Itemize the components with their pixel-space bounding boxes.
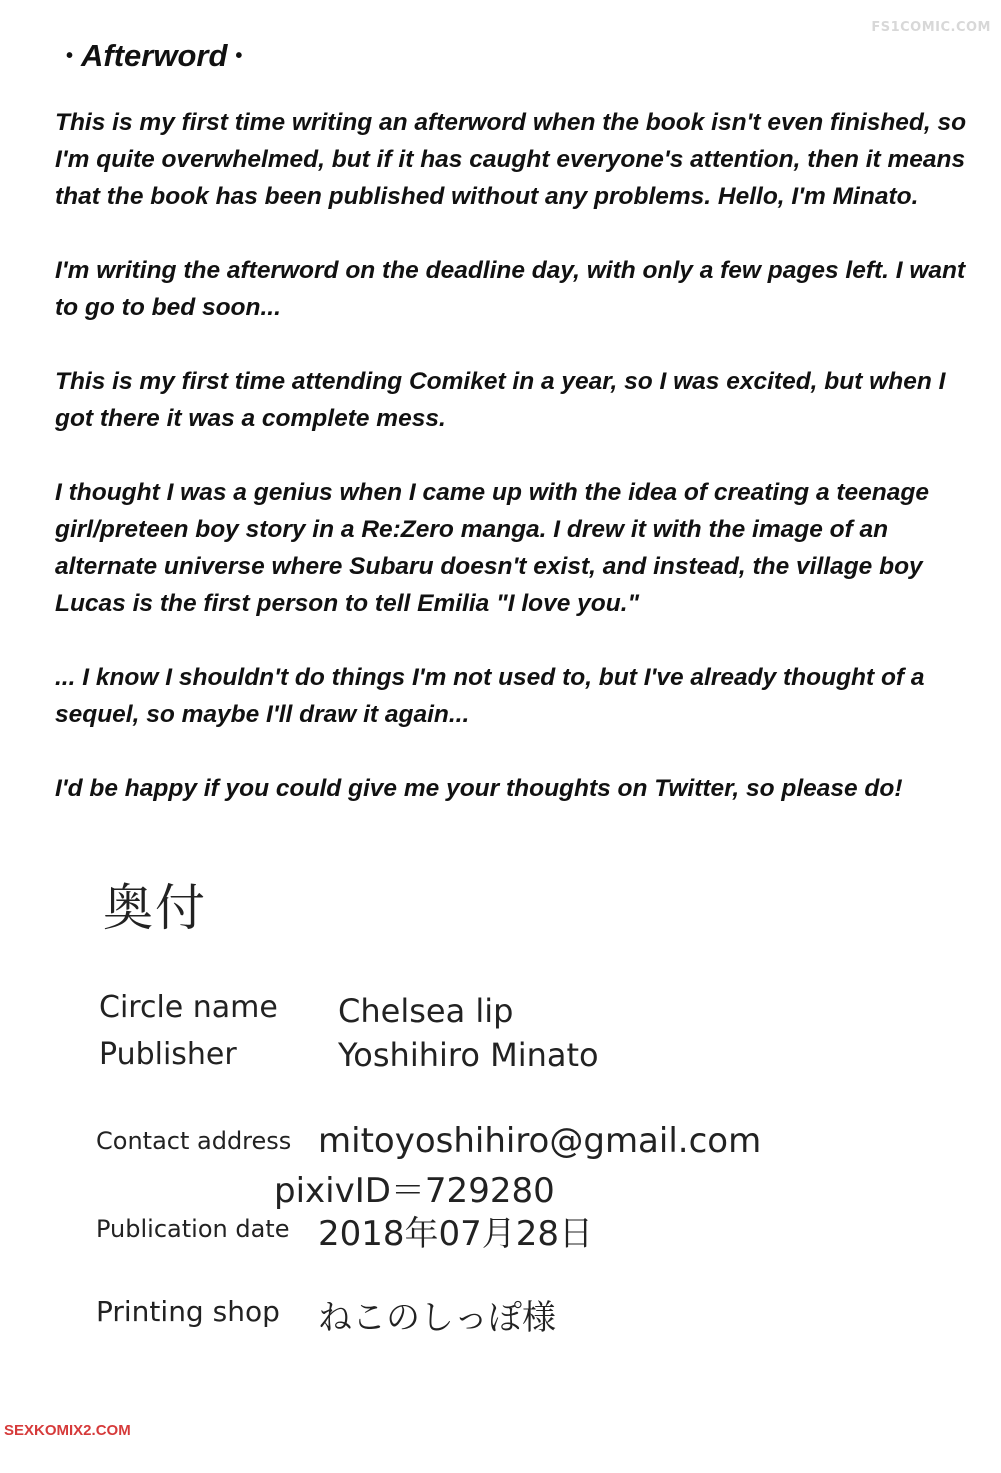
contact-pixiv: pixivID＝729280 [274, 1171, 555, 1211]
publisher-value: Yoshihiro Minato [338, 1036, 599, 1074]
afterword-paragraph: I'd be happy if you could give me your thoughts on Twitter, so please do! [55, 775, 903, 802]
watermark-top: FS1COMIC.COM [871, 20, 991, 35]
afterword-paragraph: ... I know I shouldn't do things I'm not used to, but I've already thought of a sequel, so maybe I'll draw it again... [55, 664, 925, 728]
contact-address-label: Contact address [96, 1127, 292, 1155]
afterword-heading [66, 38, 242, 74]
printing-shop-label: Printing shop [96, 1295, 280, 1328]
afterword-paragraph: I thought I was a genius when I came up with the idea of creating a teenage girl/preteen boy story in a Re:Zero manga. I drew it with the image of an alternate universe where Subaru doesn't exist, and instead, the village boy Lucas is the first person to tell Emilia "I love you." [55, 479, 929, 617]
contact-email: mitoyoshihiro@gmail.com [318, 1121, 762, 1161]
colophon-title: 奥付 [103, 879, 207, 937]
bullet-right: • [235, 44, 243, 67]
afterword-paragraph: This is my first time attending Comiket in a year, so I was excited, but when I got there it was a complete mess. [55, 368, 946, 432]
afterword-paragraph: This is my first time writing an afterword when the book isn't even finished, so I'm quite overwhelmed, but if it has caught everyone's attention, then it means that the book has been published without any problems. Hello, I'm Minato. [55, 109, 967, 210]
publisher-label: Publisher [99, 1037, 237, 1072]
afterword-title: Afterword [81, 38, 228, 73]
printing-shop-value: ねこのしっぽ様 [318, 1298, 556, 1338]
publication-date-value: 2018年07月28日 [318, 1214, 594, 1254]
watermark-bottom: SEXKOMIX2.COM [4, 1422, 131, 1439]
bullet-left: • [66, 44, 74, 67]
afterword-paragraph: I'm writing the afterword on the deadline day, with only a few pages left. I want to go to bed soon... [55, 257, 966, 321]
afterword-body [55, 104, 985, 844]
publication-date-label: Publication date [96, 1215, 290, 1243]
circle-name-value: Chelsea lip [338, 992, 514, 1030]
circle-name-label: Circle name [99, 990, 278, 1025]
